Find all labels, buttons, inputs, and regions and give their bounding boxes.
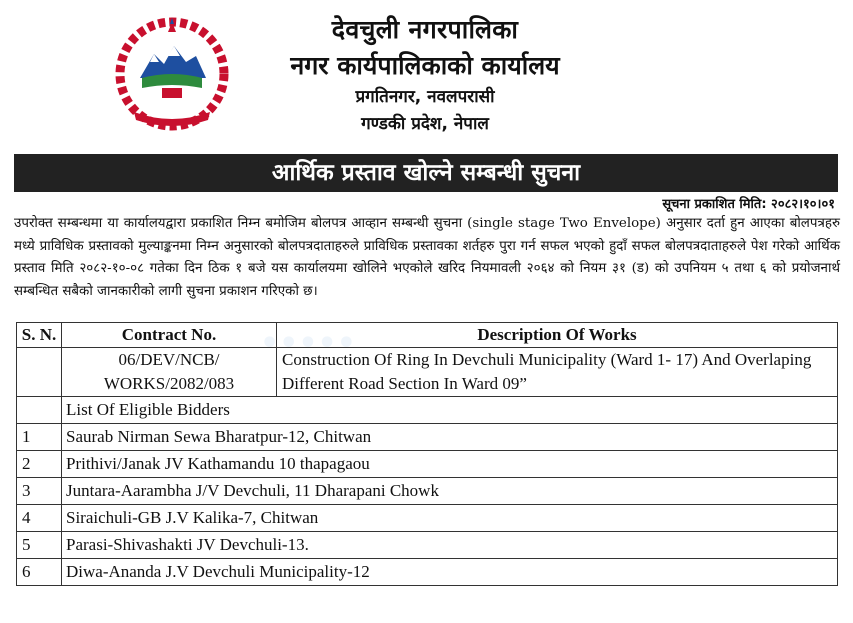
table-row [17, 559, 838, 586]
bidder-sn: 3 [17, 478, 62, 505]
bidder-sn: 5 [17, 532, 62, 559]
list-title: List Of Eligible Bidders [62, 397, 838, 424]
table-header-row [17, 323, 838, 348]
bidder-name: Saurab Nirman Sewa Bharatpur-12, Chitwan [62, 424, 838, 451]
contract-row [17, 348, 838, 397]
table-row [17, 532, 838, 559]
notice-paragraph: उपरोक्त सम्बन्धमा या कार्यालयद्वारा प्रकाशित निम्न बमोजिम बोलपत्र आव्हान सम्बन्धी सुचना (single stage Two Envelope) अनुसार दर्ता हुन आएका बोलपत्रहरु मध्ये प्राविधिक प्रस्तावको मुल्याङ्कनमा निम्न अनुसारको बोलपत्रदाताहरुले प्राविधिक प्रस्तावका शर्तहरु पुरा गर्न सफल भएको हुदाँ सफल बोलपत्रदाताहरुले पेश गरेको आर्थिक प्रस्ताव मिति २०८२-१०-०८ गतेका दिन ठिक १ बजे यस कार्यालयमा खोलिने भएकोले खरिद नियमावली २०६४ को नियम ३१ (ड) को उपनियम ५ तथा ६ को प्रयोजनार्थ सम्बन्धित सबैको जानकारीको लागी सुचना प्रकाशन गरिएको छ। [14, 216, 840, 299]
list-title-row [17, 397, 838, 424]
office-name: नगर कार्यपालिकाको कार्यालय [290, 51, 560, 80]
bidder-name: Diwa-Ananda J.V Devchuli Municipality-12 [62, 559, 838, 586]
empty-cell [17, 397, 62, 424]
description-header: Description Of Works [277, 323, 838, 348]
table-row [17, 451, 838, 478]
contract-number: 06/DEV/NCB/ WORKS/2082/083 [62, 348, 277, 397]
work-description: Construction Of Ring In Devchuli Municipality (Ward 1- 17) And Overlaping Different Road Section In Ward 09” [277, 348, 838, 397]
bidder-name: Parasi-Shivashakti JV Devchuli-13. [62, 532, 838, 559]
nepal-emblem-icon [112, 16, 232, 136]
bidders-table [16, 322, 838, 586]
publish-date: सूचना प्रकाशित मिति: २०८२।१०।०१ [662, 197, 835, 212]
bidder-sn: 2 [17, 451, 62, 478]
province-line: गण्डकी प्रदेश, नेपाल [361, 114, 489, 134]
bidder-name: Juntara-Aarambha J/V Devchuli, 11 Dharapani Chowk [62, 478, 838, 505]
bidder-name: Prithivi/Janak JV Kathamandu 10 thapagaou [62, 451, 838, 478]
table-row [17, 505, 838, 532]
watermark: ••••• [260, 326, 356, 361]
bidder-sn: 1 [17, 424, 62, 451]
bidder-sn: 6 [17, 559, 62, 586]
address-line: प्रगतिनगर, नवलपरासी [355, 87, 495, 107]
sn-header: S. N. [17, 323, 62, 348]
empty-cell [17, 348, 62, 397]
table-row [17, 478, 838, 505]
bidder-name: Siraichuli-GB J.V Kalika-7, Chitwan [62, 505, 838, 532]
notice-title-banner: आर्थिक प्रस्ताव खोल्ने सम्बन्धी सुचना [14, 154, 838, 192]
municipality-name: देवचुली नगरपालिका [331, 15, 519, 44]
table-row [17, 424, 838, 451]
contract-header: Contract No. [62, 323, 277, 348]
bidder-sn: 4 [17, 505, 62, 532]
letterhead [0, 0, 853, 150]
